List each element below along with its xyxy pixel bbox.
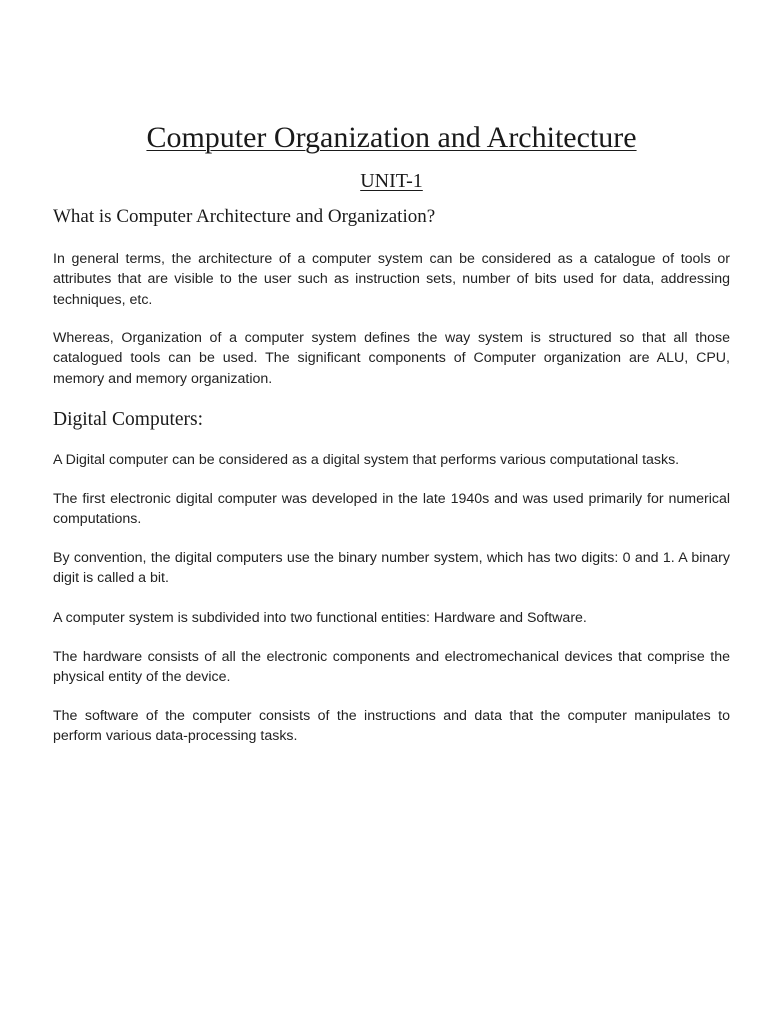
paragraph: In general terms, the architecture of a computer system can be considered as a catalogue of tools or attributes that are visible to the user such as instruction sets, number of bits used for data, addressing techniques, etc. [53, 251, 730, 308]
paragraph: A Digital computer can be considered as a digital system that performs various computational tasks. [53, 452, 680, 468]
unit-label: UNIT-1 [360, 170, 423, 192]
paragraph: The software of the computer consists of the instructions and data that the computer manipulates to perform various data-processing tasks. [53, 708, 730, 745]
paragraph: The first electronic digital computer was developed in the late 1940s and was used primarily for numerical computations. [53, 491, 730, 528]
section-heading-digital-computers: Digital Computers: [53, 409, 204, 430]
paragraph: By convention, the digital computers use the binary number system, which has two digits: 0 and 1. A binary digit is called a bit. [53, 550, 730, 587]
paragraph: A computer system is subdivided into two functional entities: Hardware and Software. [53, 610, 587, 626]
document-title: Computer Organization and Architecture [146, 121, 637, 154]
paragraph: The hardware consists of all the electronic components and electromechanical devices that comprise the physical entity of the device. [53, 649, 730, 686]
paragraph: Whereas, Organization of a computer system defines the way system is structured so that all those catalogued tools can be used. The significant components of Computer organization are ALU, CPU, memory and memory organization. [53, 330, 730, 387]
section-heading-architecture: What is Computer Architecture and Organization? [53, 206, 436, 227]
